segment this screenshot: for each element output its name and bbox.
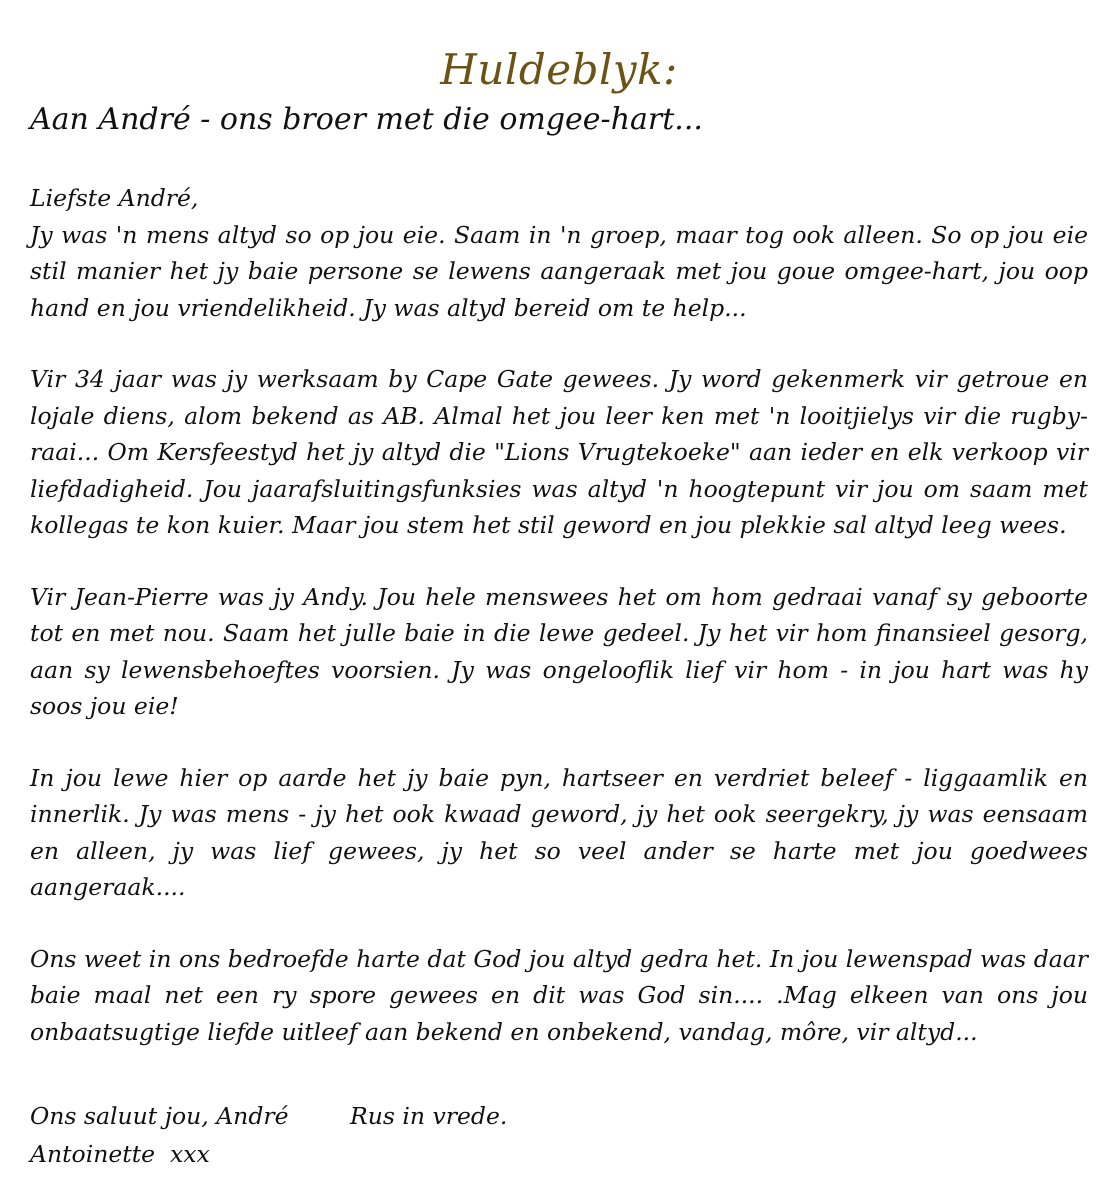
letter-paragraph-5: Ons weet in ons bedroefde harte dat God jou altyd gedra het. In jou lewenspad was daar baie maal net een ry spore gewees en dit was God sin.... .Mag elkeen van ons jou onbaatsugtige liefde uitleef aan bekend en onbekend, vandag, môre, vir altyd... [30, 944, 1088, 1046]
letter-body [30, 180, 1088, 1085]
letter-paragraph-4: In jou lewe hier op aarde het jy baie pyn, hartseer en verdriet beleef - liggaamlik en innerlik. Jy was mens - jy het ook kwaad geword, jy het ook seergekry, jy was eensaam en alleen, jy was lief gewees, jy het so veel ander se harte met jou goedwees aangeraak.... [30, 763, 1088, 901]
signoff-rest-in-peace: Rus in vrede. [350, 1102, 508, 1130]
letter-paragraph-2: Vir 34 jaar was jy werksaam by Cape Gate gewees. Jy word gekenmerk vir getroue en lojale diens, alom bekend as AB. Almal het jou leer ken met 'n looitjielys vir die rugby-raai... Om Kersfeestyd het jy altyd die "Lions Vrugtekoeke" aan ieder en elk verkoop vir liefdadigheid. Jou jaarafsluitingsfunksies was altyd 'n hoogtepunt vir jou om saam met kollegas te kon kuier. Maar jou stem het stil geword en jou plekkie sal altyd leeg wees. [30, 365, 1088, 539]
letter-paragraph-3: Vir Jean-Pierre was jy Andy. Jou hele menswees het om hom gedraai vanaf sy geboorte tot en met nou. Saam het julle baie in die lewe gedeel. Jy het vir hom finansieel gesorg, aan sy lewensbehoeftes voorsien. Jy was ongelooflik lief vir hom - in jou hart was hy soos jou eie! [30, 582, 1088, 720]
letter-paragraph-1: Jy was 'n mens altyd so op jou eie. Saam in 'n groep, maar tog ook alleen. So op jou eie stil manier het jy baie persone se lewens aangeraak met jou goue omgee-hart, jou oop hand en jou vriendelikheid. Jy was altyd bereid om te help... [30, 220, 1088, 322]
letter-greeting: Liefste André, [30, 184, 199, 212]
signoff-signature: Antoinette xxx [30, 1140, 210, 1168]
page-title: Huldeblyk: [440, 45, 678, 94]
signoff-row [30, 1097, 1088, 1135]
signoff-salute: Ons saluut jou, André [30, 1102, 289, 1130]
letter-signoff [30, 1097, 1088, 1173]
page-subtitle: Aan André - ons broer met die omgee-hart... [30, 102, 703, 137]
